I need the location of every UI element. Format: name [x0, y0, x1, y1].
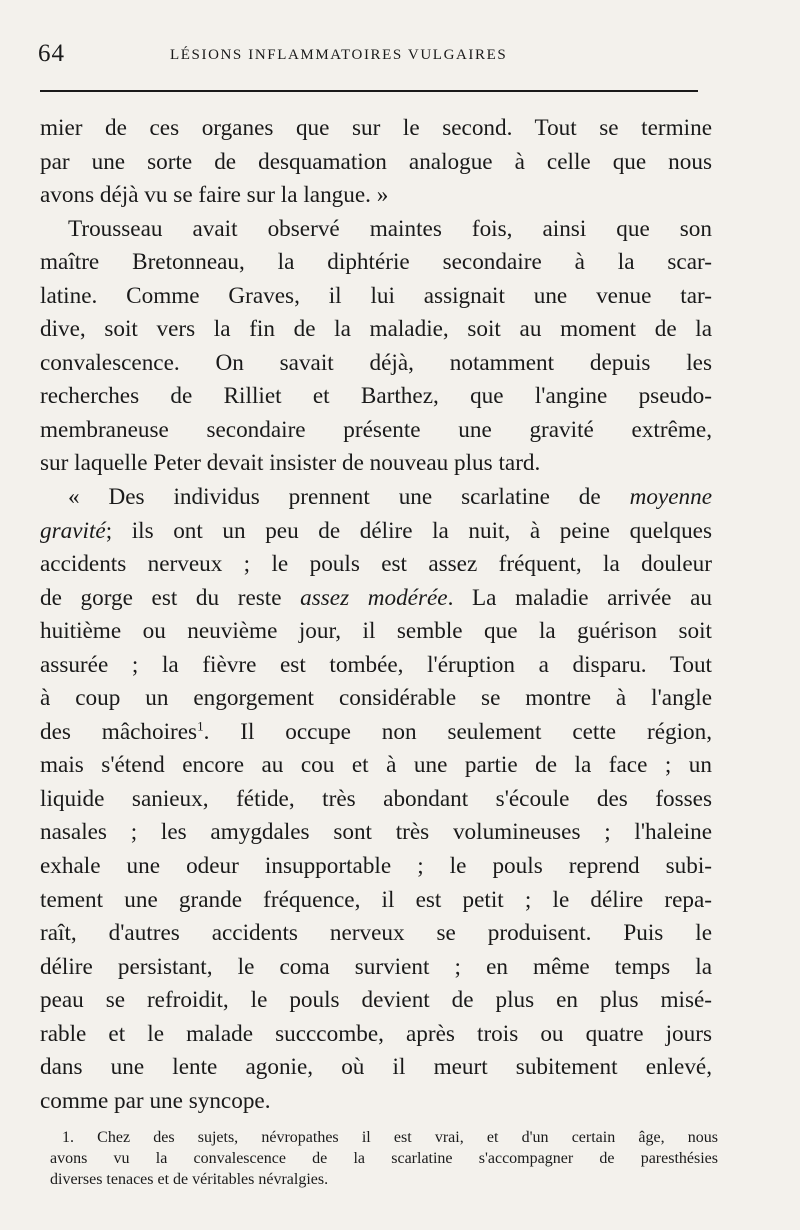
footnote-line: 1. Chez des sujets, névropathes il est vrai, et d'un certain âge, nous [62, 1129, 718, 1146]
text-segment: tement une grande fréquence, il est petit ; le délire repa- [40, 886, 712, 913]
text-segment: peau se refroidit, le pouls devient de plus en plus misé- [40, 987, 712, 1014]
text-segment: accidents nerveux ; le pouls est assez fréquent, la douleur [40, 551, 712, 578]
text-segment: convalescence. On savait déjà, notamment depuis les [40, 349, 712, 376]
text-segment: ; ils ont un peu de délire la nuit, à peine quelques [105, 517, 712, 544]
text-line [40, 246, 712, 280]
text-line [40, 984, 712, 1018]
running-title: LÉSIONS INFLAMMATOIRES VULGAIRES [170, 47, 508, 63]
text-segment: dive, soit vers la fin de la maladie, soit au moment de la [40, 316, 712, 343]
text-line [40, 716, 712, 750]
text-line [40, 783, 712, 817]
text-segment: mais s'étend encore au cou et à une partie de la face ; un [40, 752, 712, 779]
text-line [40, 582, 712, 616]
text-segment: à coup un engorgement considérable se montre à l'angle [40, 685, 712, 712]
text-segment: dans une lente agonie, où il meurt subitement enlevé, [40, 1054, 712, 1081]
text-segment: sur laquelle Peter devait insister de nouveau plus tard. [40, 450, 541, 477]
text-line [40, 548, 712, 582]
text-line [40, 414, 712, 448]
text-segment: huitième ou neuvième jour, il semble que la guérison soit [40, 618, 712, 645]
text-line [40, 1051, 712, 1085]
text-segment: « Des individus prennent une scarlatine de [68, 484, 630, 511]
text-line [40, 447, 712, 481]
text-segment: nasales ; les amygdales sont très volumineuses ; l'haleine [40, 819, 712, 846]
text-line [40, 951, 712, 985]
text-line [40, 850, 712, 884]
text-segment: comme par une syncope. [40, 1087, 271, 1114]
text-line [40, 682, 712, 716]
text-segment: liquide sanieux, fétide, très abondant s'écoule des fosses [40, 785, 712, 812]
text-segment: de gorge est du reste [40, 584, 301, 611]
text-line [40, 146, 712, 180]
text-line [40, 1018, 712, 1052]
text-segment: . Il occupe non seulement cette région, [203, 718, 712, 745]
text-segment: membraneuse secondaire présente une gravité extrême, [40, 416, 712, 443]
text-line [40, 615, 712, 649]
footnote-line: diverses tenaces et de véritables névralgies. [50, 1171, 329, 1188]
text-line [40, 213, 712, 247]
text-line [40, 112, 712, 146]
text-segment: assurée ; la fièvre est tombée, l'éruption a disparu. Tout [40, 651, 712, 678]
page-number: 64 [38, 40, 65, 67]
text-line [40, 179, 712, 213]
text-line [40, 649, 712, 683]
text-line [40, 917, 712, 951]
text-segment: . La maladie arrivée au [447, 584, 712, 611]
text-segment: mier de ces organes que sur le second. Tout se termine [40, 115, 712, 141]
text-line [40, 749, 712, 783]
text-segment: des mâchoires [40, 718, 198, 745]
text-line [40, 816, 712, 850]
text-line [40, 380, 712, 414]
text-segment: par une sorte de desquamation analogue à celle que nous [40, 148, 712, 175]
footnote-line: avons vu la convalescence de la scarlatine s'accompagner de paresthésies [50, 1150, 718, 1167]
text-line [40, 515, 712, 549]
text-line [40, 1085, 712, 1119]
text-segment: maître Bretonneau, la diphtérie secondaire à la scar- [40, 249, 712, 276]
text-segment: Trousseau avait observé maintes fois, ainsi que son [68, 215, 712, 242]
header-rule [40, 90, 698, 92]
text-line [40, 347, 712, 381]
text-segment: raît, d'autres accidents nerveux se produisent. Puis le [40, 920, 712, 947]
text-segment: recherches de Rilliet et Barthez, que l'angine pseudo- [40, 383, 712, 410]
text-segment: délire persistant, le coma survient ; en même temps la [40, 953, 712, 980]
text-segment: latine. Comme Graves, il lui assignait une venue tar- [40, 282, 712, 309]
italic-text: gravité [40, 517, 106, 544]
text-segment: avons déjà vu se faire sur la langue. » [40, 182, 389, 209]
body-text [40, 112, 712, 1118]
italic-text: moyenne [629, 484, 712, 511]
footnote-ref: 1 [197, 718, 204, 734]
text-segment: rable et le malade succcombe, après trois ou quatre jours [40, 1020, 712, 1047]
italic-text: assez modérée [300, 584, 448, 611]
page-header [38, 40, 698, 74]
text-line [40, 884, 712, 918]
footnotes [50, 1127, 718, 1190]
text-line [40, 481, 712, 515]
text-segment: exhale une odeur insupportable ; le pouls reprend subi- [40, 853, 712, 880]
text-line [40, 313, 712, 347]
text-line [40, 280, 712, 314]
